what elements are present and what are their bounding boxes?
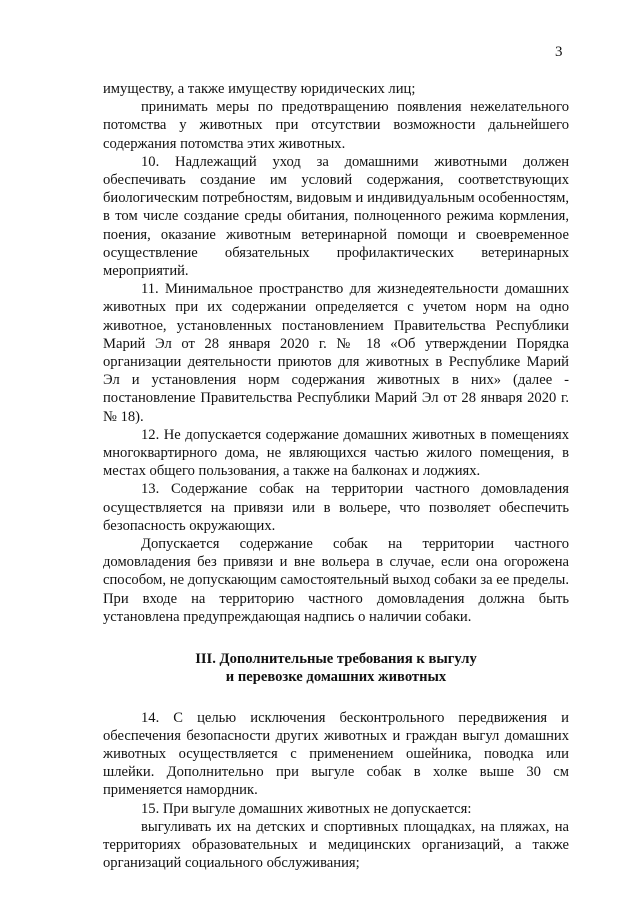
paragraph-item-10: 10. Надлежащий уход за домашними животными должен обеспечивать создание им условий содержания, соответствующих биологическим потребностям, видовым и индивидуальным особенностям, в том числе создание среды обитания, полноценного режима кормления, поения, оказание животным ветеринарной помощи и своевременное осуществление обязательных профилактических ветеринарных мероприятий.	[103, 153, 569, 280]
paragraph-offspring-prevention: принимать меры по предотвращению появления нежелательного потомства у животных при отсутствии возможности дальнейшего содержания потомства этих животных.	[103, 99, 569, 152]
section-heading-line-1: III. Дополнительные требования к выгулу	[195, 651, 477, 668]
paragraph-item-12: 12. Не допускается содержание домашних животных в помещениях многоквартирного дома, не являющихся частью жилого помещения, в местах общего пользования, а также на балконах и лоджиях.	[103, 426, 569, 480]
paragraph-continuation: имуществу, а также имуществу юридических лиц;	[103, 81, 416, 97]
paragraph-item-11: 11. Минимальное пространство для жизнедеятельности домашних животных при их содержании определяется с учетом норм на одно животное, установленных постановлением Правительства Республики Марий Эл от 28 января 2020 г. № 18 «Об утверждении Порядка организации деятельности приютов для животных в Республике Марий Эл и установления норм содержания животных в них» (далее - постановление Правительства Республики Марий Эл от 28 января 2020 г. № 18).	[103, 281, 569, 425]
document-body	[103, 80, 569, 872]
paragraph-item-14: 14. С целью исключения бесконтрольного передвижения и обеспечения безопасности других животных и граждан выгул домашних животных осуществляется с применением ошейника, поводка или шлейки. Дополнительно при выгуле собак в холке выше 30 см применяется намордник.	[103, 709, 569, 799]
paragraph-item-15: 15. При выгуле домашних животных не допускается:	[141, 800, 472, 817]
section-heading-line-2: и перевозке домашних животных	[225, 669, 447, 686]
section-heading	[103, 650, 569, 686]
page-number: 3	[555, 44, 563, 60]
paragraph-dogs-without-leash: Допускается содержание собак на территории частного домовладения без привязи и вне вольера в случае, если она огорожена способом, не допускающим самостоятельный выход собаки за ее пределы. При входе на территорию частного домовладения должна быть установлена предупреждающая надпись о наличии собаки.	[103, 536, 569, 625]
paragraph-playgrounds-rule: выгуливать их на детских и спортивных площадках, на пляжах, на территориях образовательных и медицинских организаций, а также организаций социального обслуживания;	[103, 818, 569, 872]
paragraph-item-13: 13. Содержание собак на территории частного домовладения осуществляется на привязи или в вольере, что позволяет обеспечить безопасность окружающих.	[103, 481, 569, 534]
